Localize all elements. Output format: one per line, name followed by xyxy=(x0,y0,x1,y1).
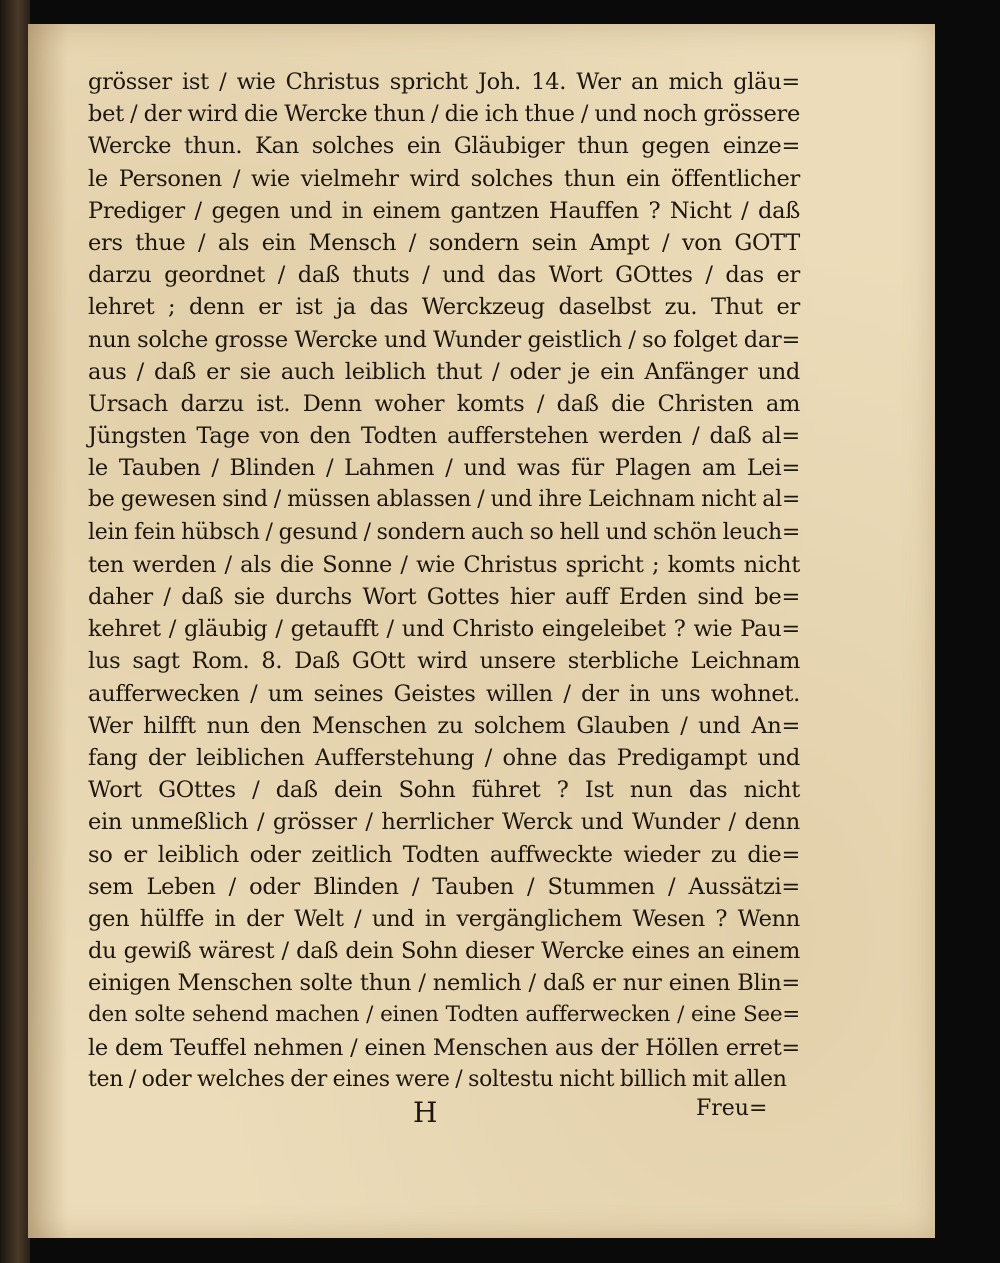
text-line: Wercke thun. Kan solches ein Gläubiger thun gegen einze= xyxy=(88,133,800,160)
text-line: Jüngsten Tage von den Todten aufferstehen werden / daß al= xyxy=(88,423,800,450)
text-line: gen hülffe in der Welt / und in vergänglichem Wesen ? Wenn xyxy=(88,905,800,932)
body-text xyxy=(88,66,800,1096)
text-line: lehret ; denn er ist ja das Werckzeug daselbst zu. Thut er xyxy=(88,294,800,321)
text-line: le Personen / wie vielmehr wird solches thun ein öffentlicher xyxy=(88,165,800,192)
text-line: du gewiß wärest / daß dein Sohn dieser Wercke eines an einem xyxy=(88,938,800,965)
text-line: den solte sehend machen / einen Todten aufferwecken / eine See= xyxy=(88,1002,800,1028)
text-line: einigen Menschen solte thun / nemlich / daß er nur einen Blin= xyxy=(88,970,800,997)
text-line: Wer hilfft nun den Menschen zu solchem Glauben / und An= xyxy=(88,712,800,739)
text-line: grösser ist / wie Christus spricht Joh. 14. Wer an mich gläu= xyxy=(88,69,800,95)
text-line: kehret / gläubig / getaufft / und Christo eingeleibet ? wie Pau= xyxy=(88,616,800,643)
book-page xyxy=(28,24,935,1238)
text-line: be gewesen sind / müssen ablassen / und ihre Leichnam nicht al= xyxy=(88,487,800,513)
text-line: le Tauben / Blinden / Lahmen / und was für Plagen am Lei= xyxy=(88,455,800,482)
text-line: aus / daß er sie auch leiblich thut / oder je ein Anfänger und xyxy=(88,358,800,385)
text-line: lus sagt Rom. 8. Daß GOtt wird unsere sterbliche Leichnam xyxy=(88,648,800,675)
text-line: aufferwecken / um seines Geistes willen / der in uns wohnet. xyxy=(88,680,800,707)
text-line: le dem Teuffel nehmen / einen Menschen aus der Höllen erret= xyxy=(88,1034,800,1061)
text-line: darzu geordnet / daß thuts / und das Wort GOttes / das er xyxy=(88,262,800,289)
text-line: nun solche grosse Wercke und Wunder geistlich / so folget dar= xyxy=(88,326,800,353)
book-spine-shadow xyxy=(0,0,30,1263)
text-line: sem Leben / oder Blinden / Tauben / Stummen / Aussätzi= xyxy=(88,873,800,900)
text-line: ers thue / als ein Mensch / sondern sein Ampt / von GOTT xyxy=(88,229,800,256)
text-line: so er leiblich oder zeitlich Todten auffweckte wieder zu die= xyxy=(88,841,800,868)
text-line: daher / daß sie durchs Wort Gottes hier auff Erden sind be= xyxy=(88,584,800,610)
text-line: lein fein hübsch / gesund / sondern auch so hell und schön leuch= xyxy=(88,519,800,545)
text-line: ten / oder welches der eines were / soltestu nicht billich mit allen xyxy=(88,1066,787,1092)
text-line: ten werden / als die Sonne / wie Christus spricht ; komts nicht xyxy=(88,551,800,578)
text-line: ein unmeßlich / grösser / herrlicher Werck und Wunder / denn xyxy=(88,809,800,836)
text-line: Prediger / gegen und in einem gantzen Hauffen ? Nicht / daß xyxy=(88,197,800,224)
signature-mark: H xyxy=(413,1096,438,1129)
catchword: Freu= xyxy=(696,1096,768,1121)
text-line: Wort GOttes / daß dein Sohn führet ? Ist nun das nicht xyxy=(88,777,800,804)
text-line: bet / der wird die Wercke thun / die ich thue / und noch grössere xyxy=(88,101,800,128)
text-line: Ursach darzu ist. Denn woher komts / daß die Christen am xyxy=(88,390,800,417)
text-line: fang der leiblichen Aufferstehung / ohne das Predigampt und xyxy=(88,744,800,771)
